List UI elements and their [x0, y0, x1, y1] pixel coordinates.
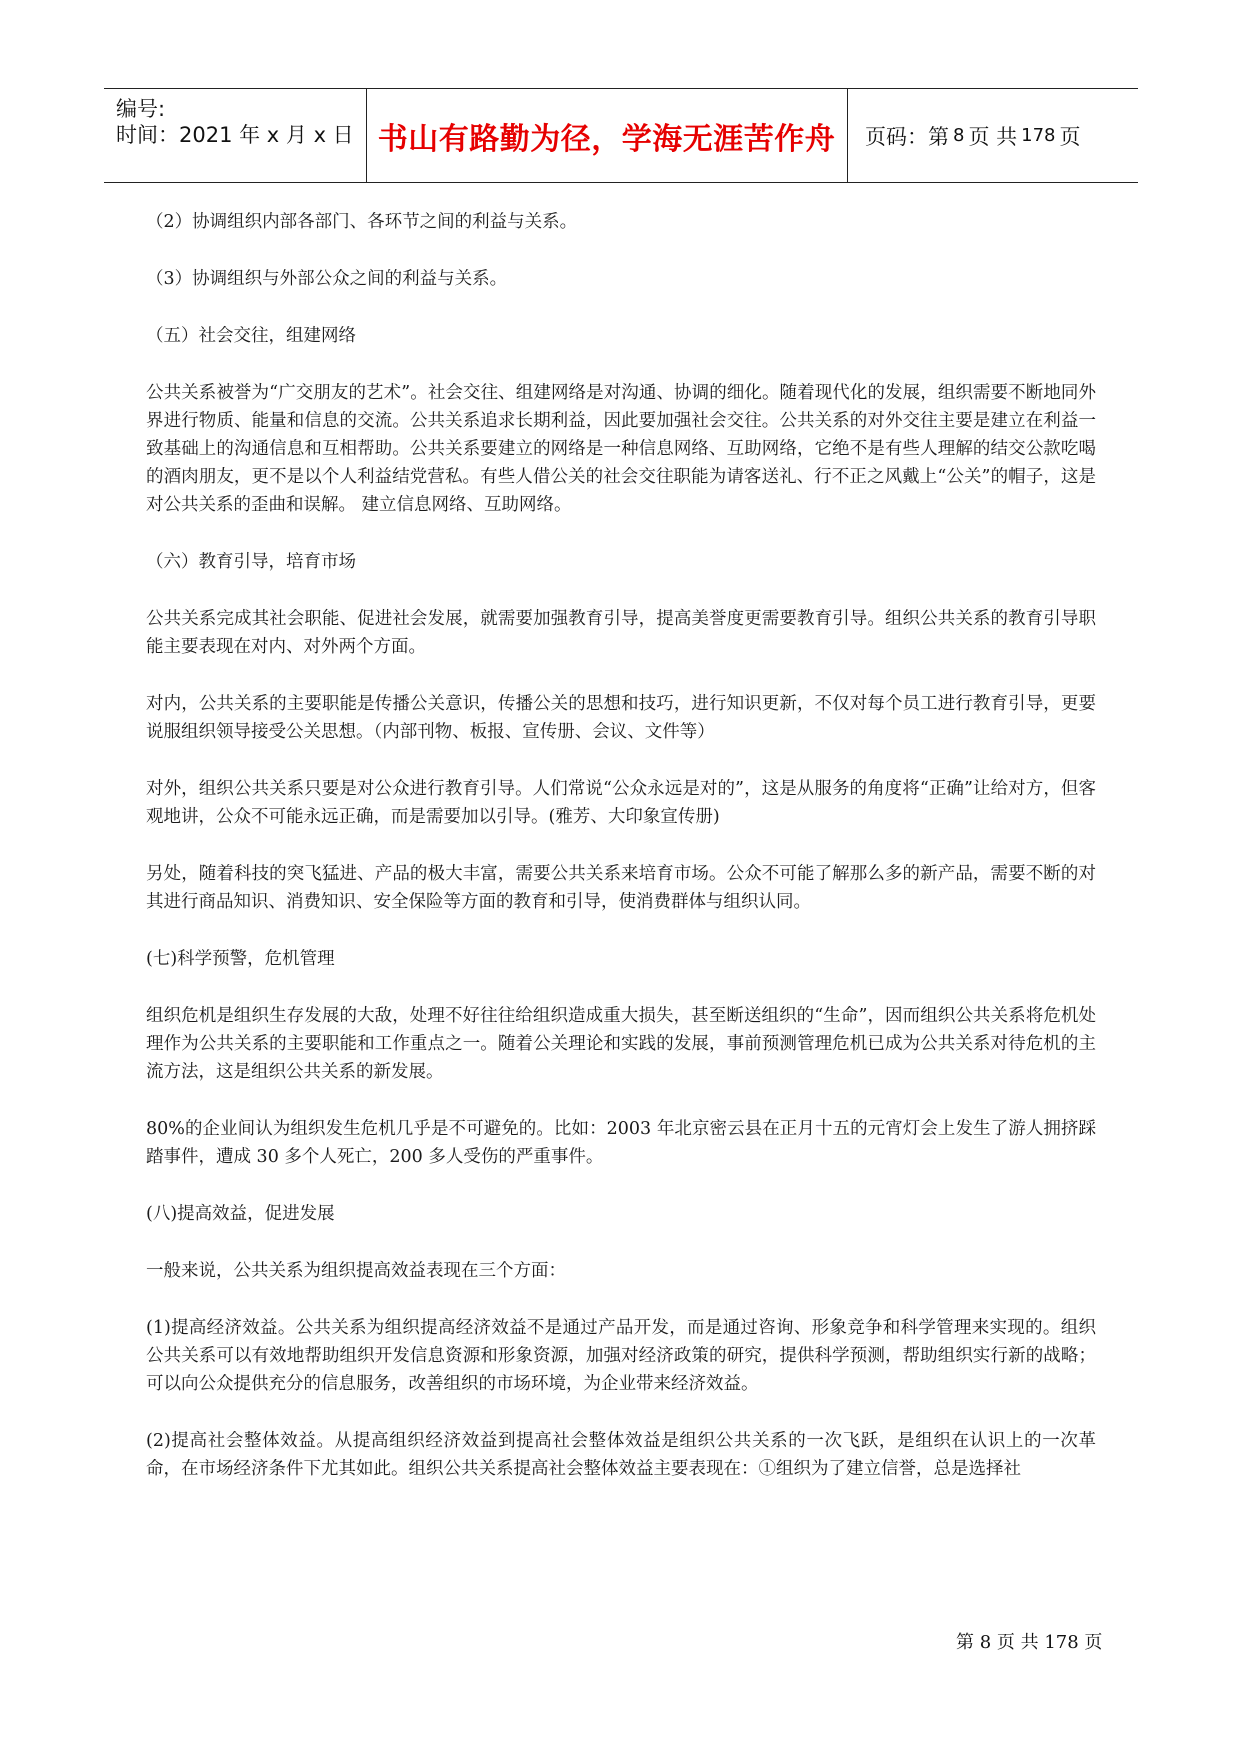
paragraph: (1)提高经济效益。公共关系为组织提高经济效益不是通过产品开发，而是通过咨询、形象竞争和科学管理来实现的。组织公共关系可以有效地帮助组织开发信息资源和形象资源，加强对经济政策的研究，提供科学预测，帮助组织实行新的战略；可以向公众提供充分的信息服务，改善组织的市场环境，为企业带来经济效益。 — [146, 1318, 1096, 1394]
section-heading: （六）教育引导，培育市场 — [146, 552, 356, 572]
paragraph: （2）协调组织内部各部门、各环节之间的利益与关系。 — [146, 212, 578, 232]
paragraph: 对内，公共关系的主要职能是传播公关意识，传播公关的思想和技巧，进行知识更新，不仅对每个员工进行教育引导，更要说服组织领导接受公关思想。（内部刊物、板报、宣传册、会议、文件等） — [146, 694, 1096, 742]
paragraph: 对外，组织公共关系只要是对公众进行教育引导。人们常说“公众永远是对的”，这是从服务的角度将“正确”让给对方，但客观地讲，公众不可能永远正确，而是需要加以引导。(雅芳、大印象宣传册) — [146, 779, 1096, 827]
document-time-label: 时间：2021 年 x 月 x 日 — [116, 123, 354, 147]
paragraph: 另处，随着科技的突飞猛进、产品的极大丰富，需要公共关系来培育市场。公众不可能了解那么多的新产品，需要不断的对其进行商品知识、消费知识、安全保险等方面的教育和引导，使消费群体与组织认同。 — [146, 864, 1096, 912]
paragraph: 一般来说，公共关系为组织提高效益表现在三个方面： — [146, 1261, 566, 1281]
header-motto: 书山有路勤为径，学海无涯苦作舟 — [366, 89, 848, 182]
paragraph: 组织危机是组织生存发展的大敌，处理不好往往给组织造成重大损失，甚至断送组织的“生命”，因而组织公共关系将危机处理作为公共关系的主要职能和工作重点之一。随着公关理论和实践的发展，事前预测管理危机已成为公共关系对待危机的主流方法，这是组织公共关系的新发展。 — [146, 1006, 1096, 1082]
header-meta-cell — [104, 89, 367, 182]
page-prefix: 页码：第 — [865, 124, 949, 149]
document-number-label: 编号: — [116, 97, 166, 121]
paragraph: (2)提高社会整体效益。从提高组织经济效益到提高社会整体效益是组织公共关系的一次飞跃，是组织在认识上的一次革命，在市场经济条件下尤其如此。组织公共关系提高社会整体效益主要表现在：①组织为了建立信誉，总是选择社 — [146, 1431, 1096, 1479]
document-body — [146, 208, 1096, 1512]
total-pages: 178 — [1021, 125, 1056, 146]
section-heading: （五）社会交往，组建网络 — [146, 326, 356, 346]
page-suffix: 页 — [1059, 124, 1081, 149]
paragraph: 80%的企业间认为组织发生危机几乎是不可避免的。比如：2003 年北京密云县在正月十五的元宵灯会上发生了游人拥挤踩踏事件，遭成 30 多个人死亡，200 多人受伤的严重事件。 — [146, 1119, 1096, 1167]
section-heading: (七)科学预警，危机管理 — [146, 949, 335, 969]
page-header — [104, 88, 1138, 183]
section-heading: (八)提高效益，促进发展 — [146, 1204, 335, 1224]
header-page-indicator — [849, 89, 1138, 182]
page-number: 8 — [953, 125, 965, 146]
paragraph: 公共关系被誉为“广交朋友的艺术”。社会交往、组建网络是对沟通、协调的细化。随着现代化的发展，组织需要不断地同外界进行物质、能量和信息的交流。公共关系追求长期利益，因此要加强社会交往。公共关系的对外交往主要是建立在利益一致基础上的沟通信息和互相帮助。公共关系要建立的网络是一种信息网络、互助网络，它绝不是有些人理解的结交公款吃喝的酒肉朋友，更不是以个人利益结党营私。有些人借公关的社会交往职能为请客送礼、行不正之风戴上“公关”的帽子，这是对公共关系的歪曲和误解。 建立信息网络、互助网络。 — [146, 383, 1096, 515]
page-footer: 第 8 页 共 178 页 — [956, 1632, 1103, 1653]
paragraph: 公共关系完成其社会职能、促进社会发展，就需要加强教育引导，提高美誉度更需要教育引导。组织公共关系的教育引导职能主要表现在对内、对外两个方面。 — [146, 609, 1096, 657]
page-mid: 页 共 — [968, 124, 1018, 149]
paragraph: （3）协调组织与外部公众之间的利益与关系。 — [146, 269, 508, 289]
